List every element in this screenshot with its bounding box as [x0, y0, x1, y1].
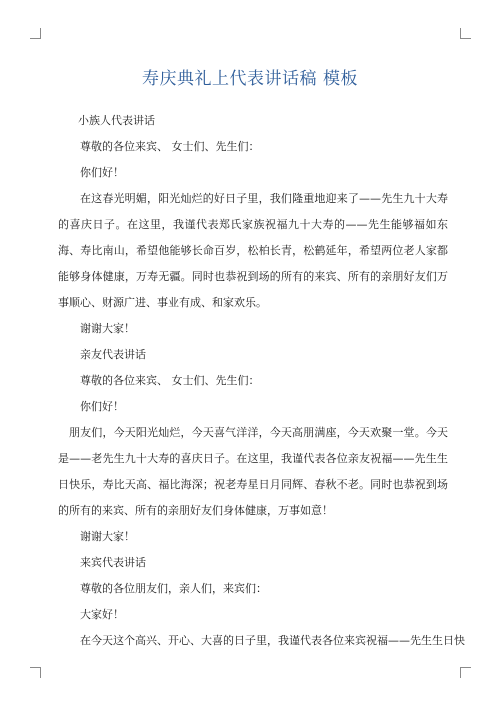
crop-mark-bottom-left — [30, 667, 41, 678]
document-title: 寿庆典礼上代表讲话稿 模板 — [142, 69, 358, 89]
speech-paragraph: 在这春光明媚，阳光灿烂的好日子里，我们隆重地迎来了——先生九十大寿的喜庆日子。在这里，我谨代表郑氏家族祝福九十大寿的——先生能够福如东海、寿比南山，希望他能够长命百岁，松柏长青，松鹤延年，希望两位老人家都能够身体健康，万寿无疆。同时也恭祝到场的所有的来宾、所有的亲朋好友们万事顺心、财源广进、事业有成、和家欢乐。 — [58, 192, 448, 309]
speech-paragraph: 在今天这个高兴、开心、大喜的日子里，我谨代表各位来宾祝福——先生生日快 — [80, 634, 465, 647]
closing-thanks: 谢谢大家！ — [80, 322, 135, 335]
closing-thanks: 谢谢大家！ — [80, 530, 135, 543]
greeting-line: 你们好！ — [80, 400, 124, 413]
salutation: 尊敬的各位朋友们，亲人们，来宾们： — [80, 582, 267, 595]
speech-paragraph: 朋友们，今天阳光灿烂，今天喜气洋洋，今天高朋满座，今天欢聚一堂。今天是——老先生九十大寿的喜庆日子。在这里，我谨代表各位亲友祝福——先生生日快乐，寿比天高、福比海深；祝老寿星日月同辉、春秋不老。同时也恭祝到场的所有的来宾、所有的亲朋好友们身体健康，万事如意！ — [58, 426, 448, 517]
document-body — [58, 108, 465, 654]
salutation: 尊敬的各位来宾、 女士们、先生们： — [80, 140, 260, 153]
section-heading-guest-representative: 来宾代表讲话 — [80, 556, 146, 569]
section-heading-clan-representative: 小族人代表讲话 — [78, 114, 155, 127]
salutation: 尊敬的各位来宾、 女士们、先生们： — [80, 374, 260, 387]
greeting-line: 你们好！ — [80, 166, 124, 179]
greeting-line: 大家好！ — [80, 608, 124, 621]
crop-mark-top-right — [460, 28, 471, 39]
crop-mark-top-left — [30, 28, 41, 39]
crop-mark-bottom-right — [460, 667, 471, 678]
section-heading-relatives-representative: 亲友代表讲话 — [80, 348, 146, 361]
